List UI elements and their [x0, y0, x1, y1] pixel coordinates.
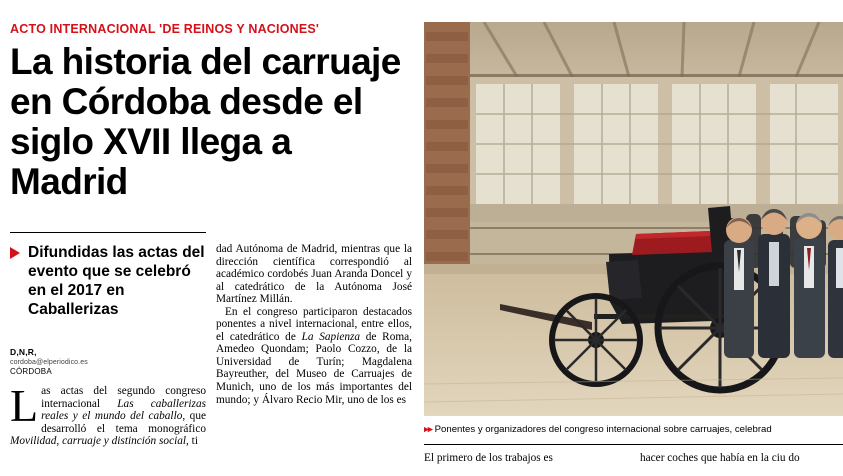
caption-text: Ponentes y organizadores del congreso internacional sobre carruajes, celebrad [434, 424, 772, 435]
photo-caption [424, 424, 843, 435]
bottom-column-a: El primero de los trabajos es [424, 452, 553, 464]
body-column-1 [10, 385, 206, 475]
photo-illustration [424, 22, 843, 416]
byline [10, 348, 206, 377]
article-summary-block [10, 243, 206, 319]
red-triangle-icon [10, 247, 20, 259]
byline-email[interactable]: cordoba@elperiodico.es [10, 358, 88, 366]
body-column-2 [216, 243, 412, 475]
body-column-1-text: as actas del segundo congreso internacional Las caballerizas reales y el mundo del caballo, que desarrolló el tema monográfico Movilidad, carruaje y distinción social, ti [10, 385, 206, 448]
divider-rule [10, 232, 206, 233]
body-paragraph: dad Autónoma de Madrid, mientras que la dirección científica correspondió al académico cordobés Juan Aranda Doncel y al catedrático de la Autónoma José Martínez Millán. [216, 243, 412, 306]
article-kicker: ACTO INTERNACIONAL 'DE REINOS Y NACIONES' [10, 22, 320, 36]
page-title: La historia del carruaje en Córdoba desde el siglo XVII llega a Madrid [10, 41, 401, 202]
body-paragraph: En el congreso participaron destacados ponentes a nivel internacional, entre ellos, el catedrático de La Sapienza de Roma, Amedeo Quondam; Paolo Cozzo, de la Universidad de Turín; Magdalena Bayreuther, del Museo de Carruajes de Munich, uno de los más importantes del mundo; y Álvaro Recio Mir, uno de los es [216, 305, 412, 406]
byline-city: CÓRDOBA [10, 367, 52, 376]
article-head [10, 22, 410, 202]
article-photo [424, 22, 843, 416]
bottom-column-b: hacer coches que había en la ciu do [640, 452, 800, 464]
drop-cap: L [10, 385, 39, 431]
article-summary: Difundidas las actas del evento que se celebró en el 2017 en Caballerizas [28, 244, 205, 318]
caption-divider-rule [424, 444, 843, 445]
caption-arrows-icon: ▸▸ [424, 424, 432, 435]
bottom-body-columns [424, 452, 843, 476]
byline-author: D,N,R, [10, 347, 37, 357]
